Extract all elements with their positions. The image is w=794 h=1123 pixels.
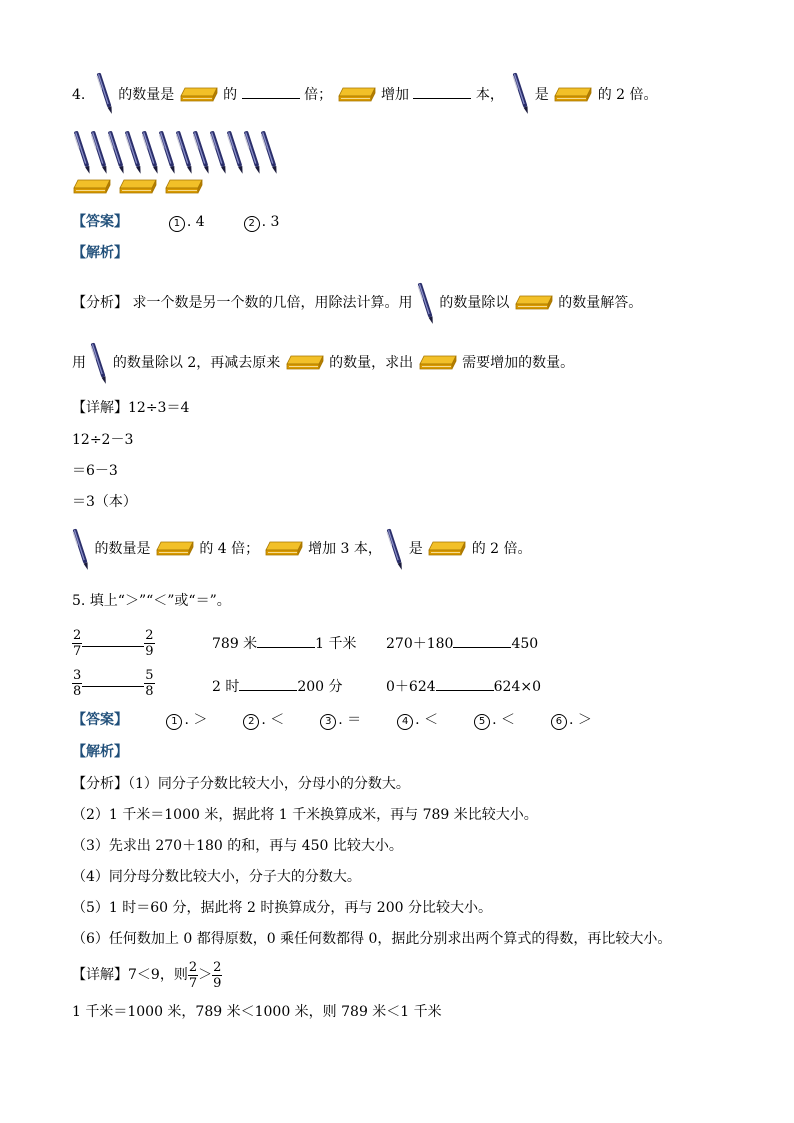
q4-concl-1: 的数量是: [94, 541, 151, 557]
q4-fenxi-1: [72, 280, 642, 326]
pen-icon: [210, 128, 227, 176]
q4-fenxi-2c: 的数量，求出: [329, 355, 414, 371]
q5-answer-4: 4 . ＜: [397, 712, 438, 728]
q5-row2-item2: [212, 676, 343, 697]
book-icon: [72, 178, 112, 196]
pen-icon: [261, 128, 278, 176]
compare-op: ＞: [198, 967, 213, 983]
q4-fenxi-2: [72, 340, 574, 386]
q4-detail-1: [72, 398, 189, 418]
q5-detail-2: 1 千米＝1000 米，789 米＜1000 米，则 789 米＜1 千米: [72, 1004, 442, 1020]
q5-row2-c-left: 0＋624: [386, 679, 436, 695]
q5-fenxi-line-6: （6）任何数加上 0 都得原数，0 乘任何数都得 0，据此分别求出两个算式的得数，再比较大小。: [72, 931, 672, 947]
book-icon: [264, 540, 304, 558]
book-icon: [418, 354, 458, 372]
q5-blank-3[interactable]: [453, 633, 511, 648]
q4-fenxi-1b: 的数量除以: [439, 295, 510, 311]
answer-label: 【答案】: [72, 214, 128, 230]
q5-fenxi-line-5: （5）1 时＝60 分，据此将 2 时换算成分，再与 200 分比较大小。: [72, 900, 492, 916]
q4-fenxi-1a: 求一个数是另一个数的几倍，用除法计算。用: [132, 295, 413, 311]
q5-row2-c-right: 624×0: [493, 679, 541, 695]
pen-icon: [386, 526, 404, 572]
pen-icon: [417, 280, 435, 326]
pen-icon: [512, 70, 530, 116]
q5-row1-b-right: 1 千米: [315, 636, 357, 652]
q4-text-7: 的 2 倍。: [597, 87, 658, 103]
pen-icon: [72, 526, 90, 572]
q5-fenxi-line-2: （2）1 千米＝1000 米，据此将 1 千米换算成米，再与 789 米比较大小。: [72, 807, 538, 823]
fraction: $\frac{2}{7}$: [73, 627, 82, 659]
q5-answer-2: 2 . ＜: [243, 712, 284, 728]
pen-icon: [96, 70, 114, 116]
q5-answer: [72, 710, 592, 730]
detail-label: 【详解】: [72, 400, 128, 416]
answer-label: 【答案】: [72, 712, 128, 728]
pen-row: [74, 128, 278, 176]
q4-fenxi-2d: 需要增加的数量。: [462, 355, 575, 371]
q4-detail-2: 12÷2－3: [72, 432, 134, 448]
q5-blank-2[interactable]: [257, 633, 315, 648]
q5-analysis-label: 【解析】: [72, 744, 128, 760]
fenxi-label: 【分析】: [72, 295, 128, 311]
pen-icon: [90, 340, 108, 386]
pen-icon: [142, 128, 159, 176]
q5-row1-b-left: 789 米: [212, 636, 258, 652]
q5-row2-item3: [386, 676, 541, 697]
book-icon: [553, 86, 593, 104]
pen-icon: [193, 128, 210, 176]
book-row: [72, 178, 210, 200]
q4-blank-1[interactable]: [242, 84, 300, 99]
book-icon: [155, 540, 195, 558]
fraction: $\frac{2}{9}$: [213, 959, 222, 991]
book-icon: [427, 540, 467, 558]
q5-title: 5. 填上“＞”“＜”或“＝”。: [72, 593, 231, 609]
q5-row1-item3: [386, 633, 538, 654]
q4-detail-1-text: 12÷3＝4: [128, 400, 190, 416]
q5-row1-item1: [72, 626, 155, 660]
q4-number: 4.: [72, 87, 86, 103]
q4-text-1: 的数量是: [118, 87, 175, 103]
q4-answer-2: 2 . 3: [244, 214, 280, 230]
q5-row1-item2: [212, 633, 357, 654]
pen-icon: [125, 128, 142, 176]
q4-detail-3: ＝6－3: [72, 463, 118, 479]
q5-fenxi-line-3: （3）先求出 270＋180 的和，再与 450 比较大小。: [72, 838, 403, 854]
q5-row1-c-left: 270＋180: [386, 636, 454, 652]
pen-icon: [74, 128, 91, 176]
book-icon: [285, 354, 325, 372]
pen-icon: [91, 128, 108, 176]
q4-blank-2[interactable]: [413, 84, 471, 99]
q4-text-3: 倍；: [304, 87, 333, 103]
fraction: $\frac{5}{8}$: [145, 667, 154, 699]
fraction: $\frac{3}{8}$: [73, 667, 82, 699]
q5-answer-1: 1 . ＞: [166, 712, 207, 728]
pen-icon: [244, 128, 261, 176]
q4-fenxi-2a: 用: [72, 355, 86, 371]
q4-text-6: 是: [534, 87, 549, 103]
book-icon: [118, 178, 158, 196]
book-icon: [179, 86, 219, 104]
q4-concl-2: 的 4 倍；: [199, 541, 260, 557]
q5-answer-6: 6 . ＞: [551, 712, 592, 728]
q4-concl-5: 的 2 倍。: [471, 541, 532, 557]
q4-analysis-label: 【解析】: [72, 245, 128, 261]
book-icon: [337, 86, 377, 104]
q5-answer-5: 5 . ＜: [474, 712, 515, 728]
q5-blank-4[interactable]: [82, 672, 144, 687]
pen-icon: [227, 128, 244, 176]
fraction: $\frac{2}{9}$: [145, 627, 154, 659]
fraction: $\frac{2}{7}$: [188, 959, 198, 991]
book-icon: [164, 178, 204, 196]
q4-fenxi-2b: 的数量除以 2，再减去原来: [112, 355, 281, 371]
q4-stem: [72, 80, 658, 110]
q5-blank-1[interactable]: [82, 632, 144, 647]
q4-answer: [72, 212, 279, 232]
q5-detail-1a: 7＜9，则: [128, 967, 188, 983]
q5-row1-c-right: 450: [511, 636, 539, 652]
pen-icon: [108, 128, 125, 176]
q4-fenxi-1c: 的数量解答。: [558, 295, 643, 311]
q5-row2-item1: [72, 666, 155, 700]
q5-answer-3: 3 . ＝: [320, 712, 361, 728]
detail-label: 【详解】: [72, 967, 128, 983]
q5-fenxi-1: [72, 774, 410, 794]
q4-concl-4: 是: [408, 541, 423, 557]
q5-blank-5[interactable]: [239, 676, 297, 691]
fenxi-label: 【分析】: [72, 776, 128, 792]
q4-text-5: 本，: [475, 87, 504, 103]
q4-answer-1: 1 . 4: [169, 214, 205, 230]
q5-fenxi-line-1: （1）同分子分数比较大小，分母小的分数大。: [128, 776, 410, 792]
q5-row2-b-right: 200 分: [297, 679, 343, 695]
q4-conclusion: [72, 526, 532, 572]
book-icon: [514, 294, 554, 312]
q5-blank-6[interactable]: [436, 676, 494, 691]
q5-fenxi-line-4: （4）同分母分数比较大小，分子大的分数大。: [72, 869, 361, 885]
q4-text-4: 增加: [380, 87, 409, 103]
q4-text-2: 的: [223, 87, 238, 103]
q4-detail-4: ＝3（本）: [72, 494, 137, 510]
q5-row2-b-left: 2 时: [212, 679, 240, 695]
q5-detail-1: [72, 956, 222, 994]
q4-concl-3: 增加 3 本，: [308, 541, 382, 557]
pen-icon: [176, 128, 193, 176]
pen-icon: [159, 128, 176, 176]
